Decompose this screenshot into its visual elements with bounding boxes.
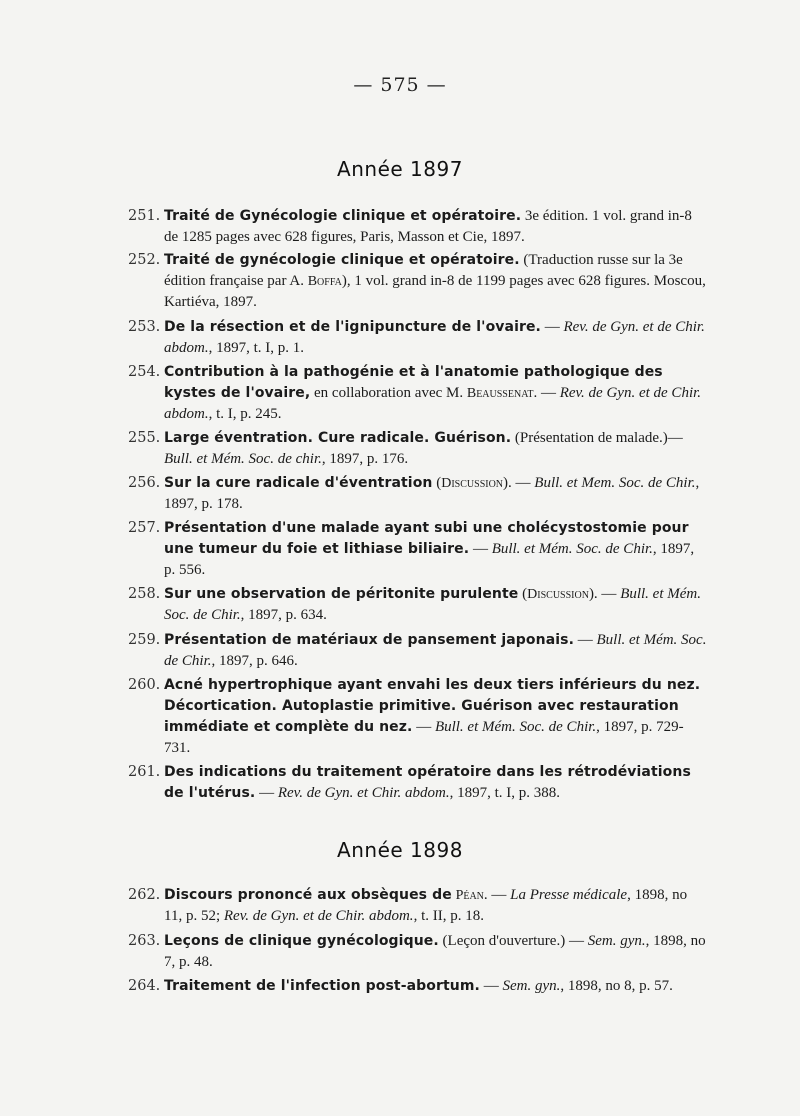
- bibliography-entry: [128, 362, 708, 425]
- entry-detail: (Leçon d'ouverture.) —: [438, 933, 588, 949]
- entry-text: [164, 317, 708, 359]
- entry-detail: (: [432, 475, 442, 491]
- entry-text: [164, 473, 708, 515]
- entry-title: Contribution à la pathogénie et à l'anatomie pathologique des kystes de l'ovaire,: [164, 364, 663, 401]
- entry-title: Traité de Gynécologie clinique et opératoire.: [164, 208, 522, 224]
- bibliography-entry: [128, 762, 708, 804]
- entry-detail: —: [255, 785, 278, 801]
- bibliography-entry: [128, 206, 708, 248]
- section-year-heading: Année 1898: [337, 838, 463, 862]
- entry-number: 256.: [128, 475, 161, 491]
- entry-title: De la résection et de l'ignipuncture de l'ovaire.: [164, 319, 541, 335]
- entry-text: [164, 885, 708, 927]
- entry-journal: Bull. et Mém. Soc. de Chir.: [164, 586, 701, 623]
- entry-title: Sur la cure radicale d'éventration: [164, 475, 433, 491]
- entry-detail: —: [540, 319, 564, 335]
- entry-text: [164, 630, 708, 672]
- entry-number: 251.: [128, 208, 161, 224]
- entry-detail: , 1898, no 11, p. 52;: [164, 887, 688, 924]
- entry-journal: Sem. gyn.: [502, 978, 561, 994]
- entry-detail: , 1897, p. 556.: [164, 541, 695, 578]
- entry-title: Large éventration. Cure radicale. Guérison.: [164, 430, 512, 446]
- entry-title: Leçons de clinique gynécologique.: [164, 933, 439, 949]
- bibliography-entry: [128, 630, 708, 672]
- entry-text: [164, 428, 708, 470]
- entry-detail: , 1898, no 7, p. 48.: [164, 933, 706, 970]
- entry-number: 252.: [128, 252, 161, 268]
- entry-journal: Bull. et Mém. Soc. de Chir.: [434, 719, 597, 735]
- entry-author-name: Péan: [455, 888, 484, 903]
- entry-number: 263.: [128, 933, 161, 949]
- entry-text: [164, 584, 708, 626]
- entry-author-name: Beaussenat: [466, 386, 534, 401]
- bibliography-entry: [128, 428, 708, 470]
- entry-detail: , 1897, t. I, p. 388.: [449, 785, 561, 801]
- entry-detail: . —: [533, 385, 560, 401]
- page-number: — 575 —: [353, 74, 447, 96]
- entry-detail: 3e édition. 1 vol. grand in-8 de 1285 pages avec 628 figures, Paris, Masson et Cie, 1897.: [164, 208, 692, 245]
- entry-author-name: Discussion: [441, 476, 504, 491]
- entry-detail: , 1897, p. 178.: [164, 475, 700, 512]
- entry-author-name: Discussion: [527, 587, 589, 602]
- entry-number: 257.: [128, 520, 161, 536]
- section-year-heading: Année 1897: [337, 157, 463, 181]
- bibliography-entry: [128, 473, 708, 515]
- entry-detail: , 1897, t. I, p. 1.: [208, 340, 305, 356]
- bibliography-entry: [128, 675, 708, 759]
- entry-detail: , t. I, p. 245.: [208, 406, 282, 422]
- entry-title: Traité de gynécologie clinique et opératoire.: [164, 252, 520, 268]
- entry-text: [164, 931, 708, 973]
- bibliography-entry: [128, 518, 708, 581]
- entry-text: [164, 250, 708, 313]
- entry-text: [164, 976, 708, 997]
- entry-journal: Bull. et Mém. Soc. de chir.: [164, 451, 322, 467]
- entry-detail: (: [518, 586, 528, 602]
- entry-title: Présentation de matériaux de pansement japonais.: [164, 632, 574, 648]
- entry-detail: , 1898, no 8, p. 57.: [560, 978, 673, 994]
- entry-detail: —: [479, 978, 503, 994]
- entry-detail: (Présentation de malade.)—: [511, 430, 683, 446]
- entry-journal: La Presse médicale: [510, 887, 628, 903]
- entry-text: [164, 675, 708, 759]
- bibliography-entry: [128, 976, 708, 997]
- entry-title: Discours prononcé aux obsèques de: [164, 887, 452, 903]
- entry-text: [164, 762, 708, 804]
- bibliography-entry: [128, 250, 708, 313]
- entry-detail: , 1897, p. 646.: [211, 653, 298, 669]
- entry-text: [164, 518, 708, 581]
- entry-detail: , 1897, p. 176.: [321, 451, 409, 467]
- entry-detail: (Traduction russe sur la 3e édition française par A.: [164, 252, 683, 289]
- entry-title: Des indications du traitement opératoire dans les rétrodéviations de l'utérus.: [164, 764, 691, 801]
- bibliography-entry: [128, 931, 708, 973]
- entry-title: Sur une observation de péritonite purulente: [164, 586, 519, 602]
- entry-detail: —: [574, 632, 597, 648]
- entry-number: 259.: [128, 632, 161, 648]
- entry-detail: —: [469, 541, 492, 557]
- entry-title: Traitement de l'infection post-abortum.: [164, 978, 480, 994]
- entry-number: 254.: [128, 364, 161, 380]
- entry-journal: Bull. et Mém. Soc. de Chir.: [491, 541, 653, 557]
- entry-journal: Rev. de Gyn. et de Chir. abdom.: [164, 385, 702, 422]
- bibliography-entry: [128, 885, 708, 927]
- entry-number: 261.: [128, 764, 161, 780]
- entry-detail: —: [412, 719, 435, 735]
- bibliography-entry: [128, 317, 708, 359]
- entry-detail: ). —: [588, 586, 621, 602]
- bibliography-entry: [128, 584, 708, 626]
- entry-journal: Rev. de Gyn. et de Chir. abdom.: [223, 908, 414, 924]
- entry-author-name: Boffa: [307, 274, 342, 289]
- entry-number: 255.: [128, 430, 161, 446]
- entry-detail: , t. II, p. 18.: [413, 908, 484, 924]
- entry-text: [164, 206, 708, 248]
- entry-title: Présentation d'une malade ayant subi une cholécystostomie pour une tumeur du foie et lithiase biliaire.: [164, 520, 689, 557]
- entry-journal: Rev. de Gyn. et de Chir. abdom.: [164, 319, 705, 356]
- entry-number: 258.: [128, 586, 161, 602]
- entry-journal: Rev. de Gyn. et Chir. abdom.: [277, 785, 450, 801]
- entry-journal: Sem. gyn.: [587, 933, 646, 949]
- entry-journal: Bull. et Mem. Soc. de Chir.: [534, 475, 696, 491]
- entry-number: 253.: [128, 319, 161, 335]
- entry-number: 264.: [128, 978, 161, 994]
- entry-title: Acné hypertrophique ayant envahi les deux tiers inférieurs du nez. Décortication. Autoplastie primitive. Guérison avec restauration immédiate et complète du nez.: [164, 677, 701, 735]
- entry-detail: , 1897, p. 729-731.: [164, 719, 684, 756]
- entry-detail: , 1897, p. 634.: [240, 607, 327, 623]
- entry-detail: ), 1 vol. grand in-8 de 1199 pages avec 628 figures. Moscou, Kartiéva, 1897.: [164, 273, 706, 310]
- entry-detail: . —: [483, 887, 511, 903]
- entry-number: 262.: [128, 887, 161, 903]
- entry-text: [164, 362, 708, 425]
- entry-number: 260.: [128, 677, 161, 693]
- entry-detail: en collaboration avec M.: [310, 385, 467, 401]
- entry-journal: Bull. et Mém. Soc. de Chir.: [164, 632, 707, 669]
- entry-detail: ). —: [503, 475, 535, 491]
